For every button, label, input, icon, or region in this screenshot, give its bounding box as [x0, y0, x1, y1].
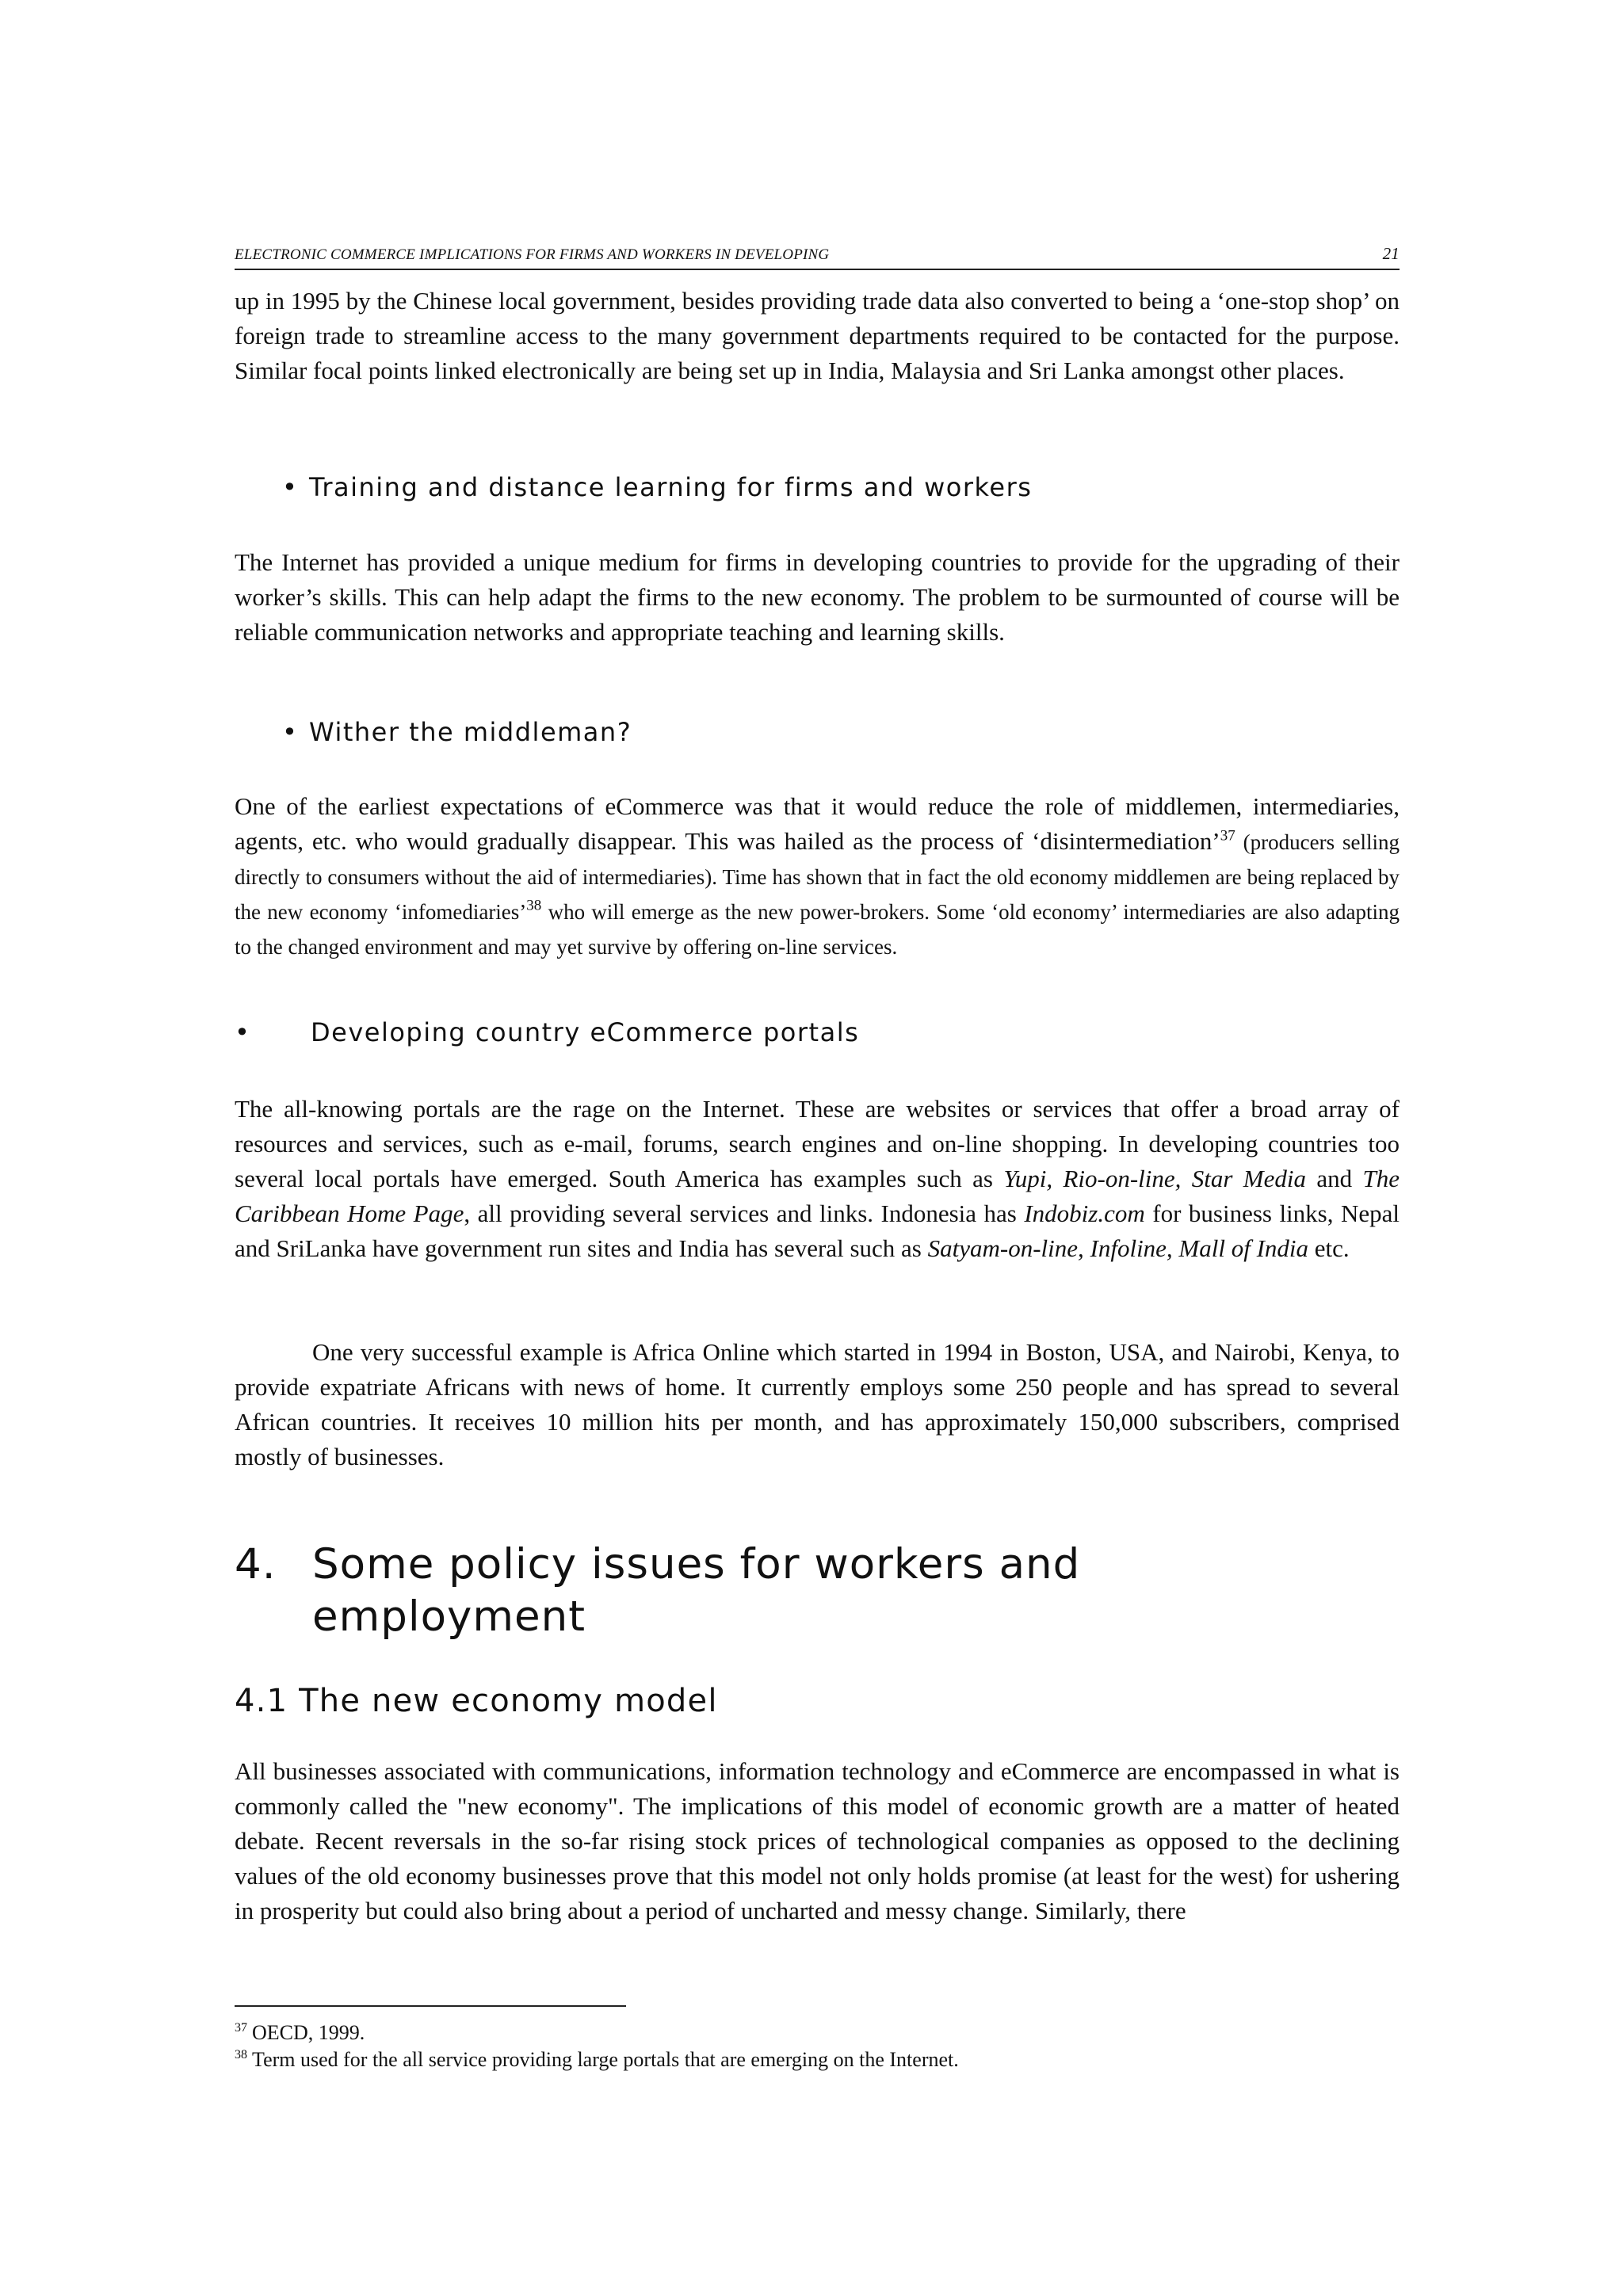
- paragraph-text: The all-knowing portals are the rage on the Internet. These are websites or services that offer a broad array of resources and services, such as e-mail, forums, search engines and on-line shopping. In developing countries too several local portals have emerged. South America has examples such as: [235, 1095, 1400, 1192]
- bullet-heading-portals: [235, 1017, 859, 1047]
- paragraph-text: who will emerge as the new power-brokers. Some ‘old economy’ intermediaries are also adapting to the changed environment and may yet survive by offering on-line services.: [235, 900, 1400, 959]
- footnote-ref-38: 38: [526, 897, 542, 914]
- bullet-icon: •: [235, 1017, 251, 1047]
- bullet-heading-text: Developing country eCommerce portals: [311, 1017, 860, 1047]
- section-number: 4.: [235, 1540, 277, 1589]
- bullet-heading-middleman: [282, 717, 632, 747]
- bullet-icon: •: [282, 472, 299, 502]
- footnote-divider: [235, 2005, 626, 2007]
- section-4-heading: [235, 1539, 1344, 1643]
- bullet-icon: •: [282, 717, 299, 747]
- paragraph-text: and: [1306, 1165, 1363, 1192]
- running-title: ELECTRONIC COMMERCE IMPLICATIONS FOR FIRMS AND WORKERS IN DEVELOPING: [235, 246, 830, 263]
- section-title-line2: employment: [312, 1592, 586, 1641]
- paragraph-text: One of the earliest expectations of eCommerce was that it would reduce the role of middlemen, intermediaries, agents, etc. who would gradually disappear. This was hailed as the process of ‘disintermediation’: [235, 792, 1400, 855]
- section-4-1-heading: 4.1 The new economy model: [235, 1683, 718, 1719]
- footnote-38: [235, 2046, 959, 2073]
- portal-names: Satyam-on-line, Infoline, Mall of India: [927, 1234, 1309, 1262]
- paragraph-portals: [235, 1092, 1400, 1266]
- bullet-heading-text: Wither the middleman?: [309, 717, 632, 747]
- footnote-ref-37: 37: [1220, 827, 1235, 845]
- page-number: 21: [1382, 244, 1400, 263]
- footnote-text: OECD, 1999.: [252, 2021, 365, 2044]
- paragraph-text: , all providing several services and links. Indonesia has: [464, 1199, 1025, 1227]
- footnote-text: Term used for the all service providing large portals that are emerging on the Internet.: [252, 2048, 959, 2071]
- paragraph-trade-portal: up in 1995 by the Chinese local government, besides providing trade data also converted to being a ‘one-stop shop’ on foreign trade to streamline access to the many government departments required to be contacted for the purpose. Similar focal points linked electronically are being set up in India, Malaysia and Sri Lanka amongst other places.: [235, 287, 1400, 384]
- footnote-mark: 38: [235, 2048, 247, 2062]
- paragraph-africa-online: One very successful example is Africa Online which started in 1994 in Boston, USA, and Nairobi, Kenya, to provide expatriate Africans with news of home. It currently employs some 250 people and has spread to several African countries. It receives 10 million hits per month, and has approximately 150,000 subscribers, comprised mostly of businesses.: [235, 1338, 1400, 1470]
- section-title-line1: Some policy issues for workers and: [312, 1540, 1081, 1589]
- portal-names: Yupi, Rio-on-line, Star Media: [1003, 1165, 1306, 1192]
- portal-names: The Caribbean Home Page: [235, 1165, 1400, 1227]
- footnote-mark: 37: [235, 2021, 247, 2035]
- footnote-37: [235, 2019, 365, 2046]
- paragraph-middleman: [235, 789, 1400, 963]
- paragraph-text: (producers selling directly to consumers without the aid of intermediaries). Time has shown that in fact the old economy middlemen are being replaced by the new economy ‘infomediaries’: [235, 830, 1400, 924]
- running-header: [235, 244, 1400, 270]
- paragraph-training: The Internet has provided a unique medium for firms in developing countries to provide for the upgrading of their worker’s skills. This can help adapt the firms to the new economy. The problem to be surmounted of course will be reliable communication networks and appropriate teaching and learning skills.: [235, 548, 1400, 646]
- paragraph-text: for business links, Nepal and SriLanka have government run sites and India has several such as: [235, 1199, 1400, 1262]
- bullet-heading-training: [282, 472, 1032, 502]
- bullet-heading-text: Training and distance learning for firms and workers: [309, 472, 1033, 502]
- portal-names: Indobiz.com: [1024, 1199, 1145, 1227]
- paragraph-new-economy: All businesses associated with communications, information technology and eCommerce are encompassed in what is commonly called the "new economy". The implications of this model of economic growth are a matter of heated debate. Recent reversals in the so-far rising stock prices of technological companies as opposed to the declining values of the old economy businesses prove that this model not only holds promise (at least for the west) for ushering in prosperity but could also bring about a period of uncharted and messy change. Similarly, there: [235, 1757, 1400, 1924]
- paragraph-text: etc.: [1308, 1234, 1350, 1262]
